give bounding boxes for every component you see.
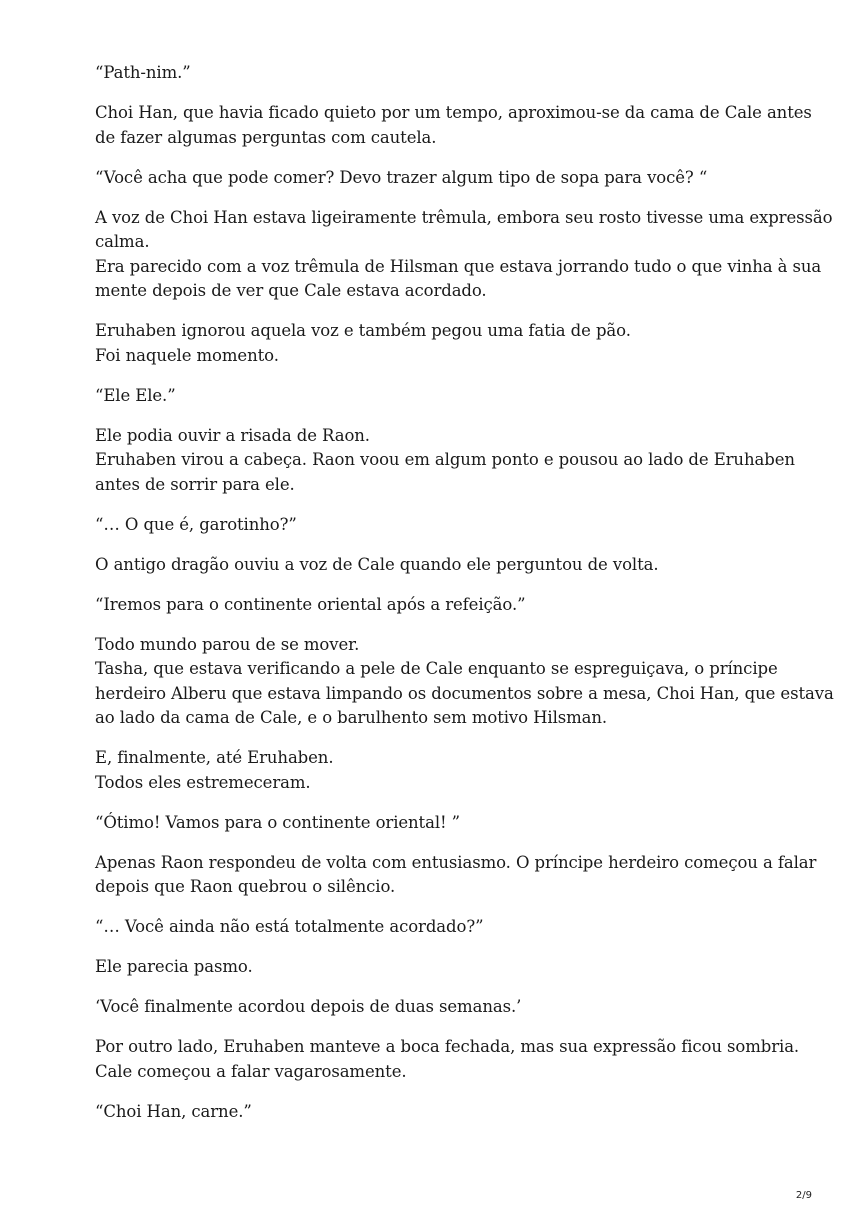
text-line: Choi Han, que havia ficado quieto por um tempo, aproximou-se da cama de Cale antes [95,103,812,122]
paragraph [95,553,795,578]
text-line: calma. [95,232,150,251]
text-line: Foi naquele momento. [95,345,279,365]
text-line: Eruhaben ignorou aquela voz e também pegou uma fatia de pão. [95,321,631,340]
text-line: Era parecido com a voz trêmula de Hilsman que estava jorrando tudo o que vinha à sua [95,256,822,276]
text-line: Eruhaben virou a cabeça. Raon voou em algum ponto e pousou ao lado de Eruhaben [95,450,795,469]
paragraph [95,319,795,368]
text-line: Ele podia ouvir a risada de Raon. [95,425,370,445]
text-line: “Path-nim.” [95,63,191,82]
paragraph [95,424,795,498]
text-line: ao lado da cama de Cale, e o barulhento sem motivo Hilsman. [95,708,608,727]
text-line: antes de sorrir para ele. [95,474,295,494]
paragraph [95,61,795,86]
paragraph [95,955,795,980]
text-line: mente depois de ver que Cale estava acordado. [95,281,487,300]
paragraph [95,1100,795,1125]
text-line: de fazer algumas perguntas com cautela. [95,127,437,147]
paragraph [95,811,795,836]
text-line: ‘Você finalmente acordou depois de duas semanas.’ [95,997,522,1016]
paragraph [95,206,833,304]
text-line: “Ele Ele.” [95,385,176,405]
text-line: Por outro lado, Eruhaben manteve a boca fechada, mas sua expressão ficou sombria. [95,1037,800,1056]
text-line: Todo mundo parou de se mover. [95,634,360,654]
text-line: “Ótimo! Vamos para o continente oriental! ” [95,812,461,832]
text-line: Cale começou a falar vagarosamente. [95,1061,407,1081]
text-line: A voz de Choi Han estava ligeiramente trêmula, embora seu rosto tivesse uma expressão [95,207,833,227]
text-line: “Choi Han, carne.” [95,1101,252,1121]
text-line: “… Você ainda não está totalmente acordado?” [95,917,484,936]
text-line: Tasha, que estava verificando a pele de Cale enquanto se espreguiçava, o príncipe [95,659,778,678]
paragraph [95,166,795,191]
text-line: herdeiro Alberu que estava limpando os documentos sobre a mesa, Choi Han, que estava [95,683,834,703]
text-line: Todos eles estremeceram. [95,772,311,792]
paragraph [95,995,795,1020]
document-body [95,61,834,1140]
text-line: “Iremos para o continente oriental após a refeição.” [95,594,526,614]
paragraph [95,746,795,795]
text-line: Ele parecia pasmo. [95,957,253,976]
paragraph [95,851,817,900]
text-line: depois que Raon quebrou o silêncio. [95,877,396,896]
paragraph [95,1035,800,1084]
paragraph [95,915,795,940]
paragraph [95,633,834,731]
text-line: E, finalmente, até Eruhaben. [95,748,334,767]
paragraph [95,101,812,150]
text-line: O antigo dragão ouviu a voz de Cale quando ele perguntou de volta. [95,554,659,574]
paragraph [95,593,795,618]
text-line: “Você acha que pode comer? Devo trazer algum tipo de sopa para você? “ [95,167,708,187]
page-number: 2/9 [795,1190,812,1201]
paragraph [95,513,795,538]
text-line: “… O que é, garotinho?” [95,514,297,534]
text-line: Apenas Raon respondeu de volta com entusiasmo. O príncipe herdeiro começou a falar [95,852,817,872]
paragraph [95,384,795,409]
